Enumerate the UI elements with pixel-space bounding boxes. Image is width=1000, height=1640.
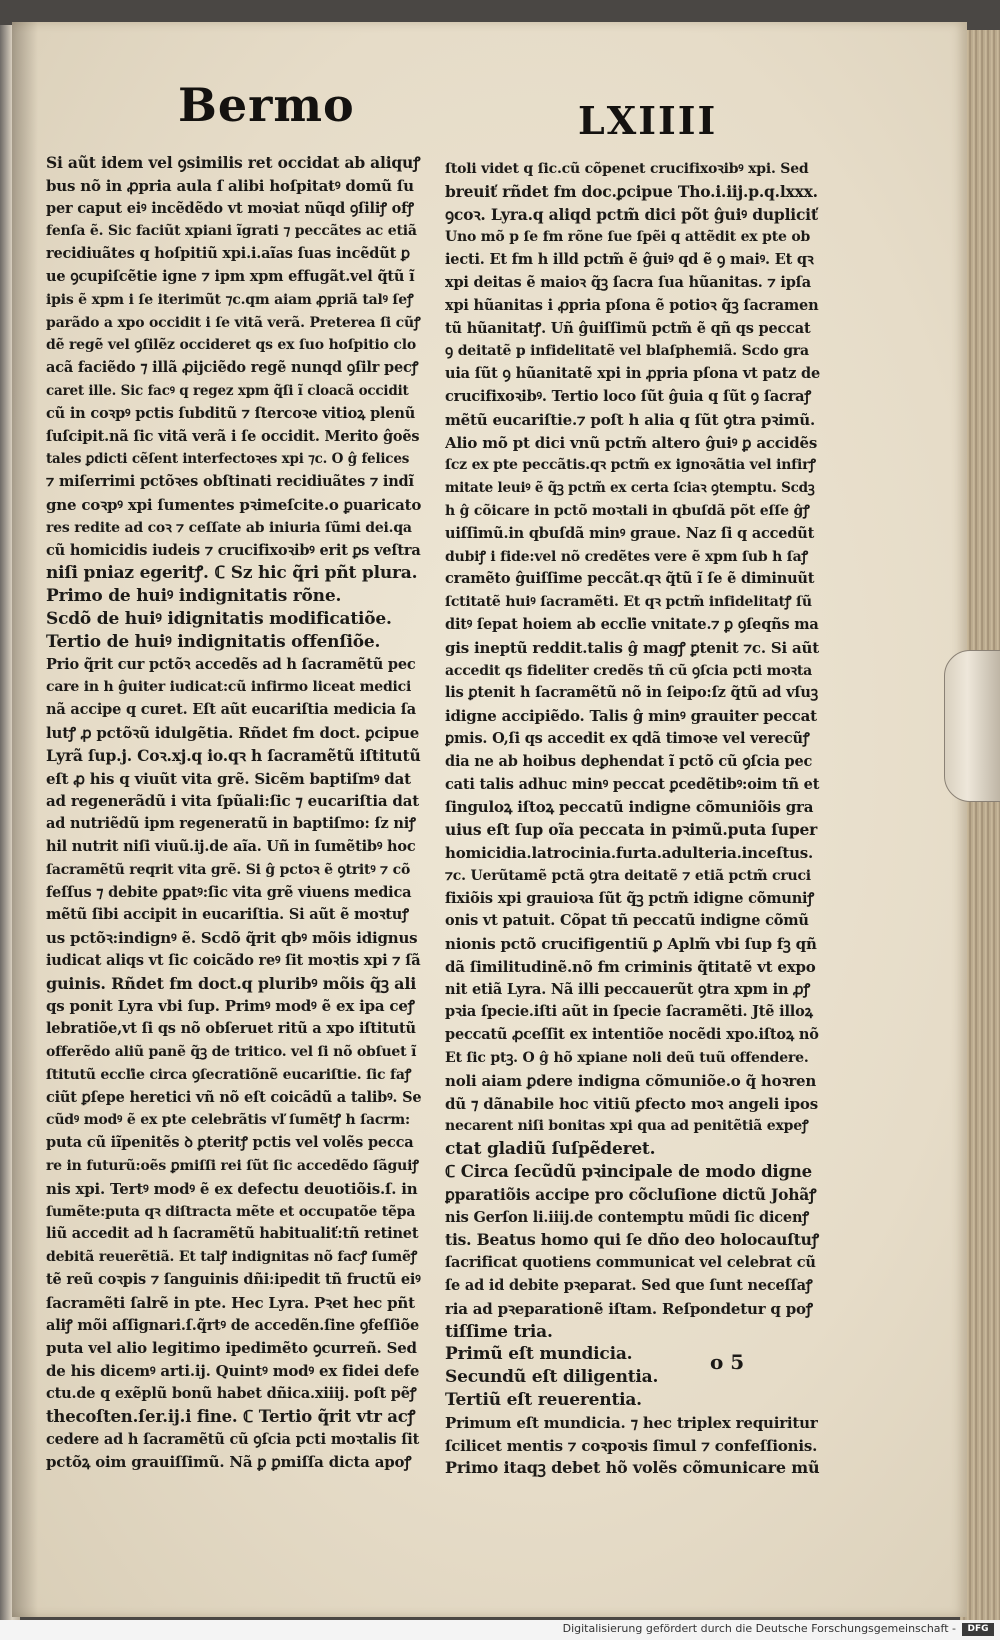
text-line: Primum eſt mundicia. ⁊ hec triplex requiritur [445, 1413, 818, 1432]
text-line: liũ accedit ad h ſacramẽtũ habitualiť:tñ retinet [46, 1225, 419, 1243]
text-line: crucifixoꝛibꝰ. Tertio loco ſũt ĝuia q ſũt ꝯ ſacraꝭ [445, 387, 812, 405]
text-line: Uno mõ p ſe fm rõne ſue ſpẽi q attẽdit ex pte ob [445, 229, 811, 246]
text-line: xpi deitas ẽ maioꝛ q̃ꝫ ſacra ſua hũanitas. ⁊ ipſa [445, 273, 811, 291]
text-line: accedit qs fideliter credẽs tñ cũ ꝯſcia pcti moꝛta [445, 662, 813, 679]
text-line: Prio q̃rit cur pctõꝛ accedẽs ad h ſacramẽtũ pec [46, 655, 416, 673]
text-line: bus nõ in ꝓpria aula ſ alibi hoſpitatꝰ domũ ſu [46, 176, 414, 195]
text-line: ſtoli videt q ſic.cũ cõpenet crucifixoꝛibꝰ xpi. Sed [445, 161, 809, 177]
text-line: feſſus ⁊ debite ꝑpatꝰ:ſic vita grẽ viuens medica [46, 883, 412, 901]
text-line: Tertiũ eſt reuerentia. [445, 1390, 642, 1411]
text-line: ue ꝯcupiſcẽtie igne ⁊ ipm xpm effugãt.vel q̃tũ ĩ [46, 267, 415, 285]
text-line: gis ineptũ reddit.talis ĝ magꝭ ꝑtenit ⁊c. Si aũt [445, 638, 819, 657]
text-line: uia ſũt ꝯ hũanitatẽ xpi in ꝓpria pſona vt patz de [445, 365, 820, 383]
text-line: breuiť rñdet fm doc.ꝑcipue Tho.i.iij.p.q.lxxx. [445, 181, 818, 201]
text-line: ipis ẽ xpm i ſe iterimũt ⁊c.qm aiam ꝓpriã talꝰ ſeꝭ [46, 291, 414, 308]
text-line: Lyrã ſup.j. Coꝛ.xj.q io.qꝛ h ſacramẽtũ iſtitutũ [46, 745, 421, 765]
text-line: pꝛia ſpecie.iſti aũt in ſpecie ſacramẽti. Jtẽ illoꝝ [445, 1003, 813, 1021]
text-line: xpi hũanitas i ꝓpria pſona ẽ potioꝛ q̃ꝫ ſacramen [445, 296, 819, 314]
text-line: ℂ Circa ſecũdũ pꝛincipale de modo digne [445, 1162, 812, 1182]
running-header-left: Bermo [178, 78, 355, 132]
text-line: onis vt patuit. Cõpat tñ peccatũ indigne cõmũ [445, 912, 809, 930]
text-line: debitã reuerẽtiã. Et talꝭ indignitas nõ facꝭ ſumẽꝭ [46, 1249, 418, 1266]
text-line: ſacrificat quotiens communicat vel celebrat cũ [445, 1254, 816, 1272]
footer-credit: Digitalisierung gefördert durch die Deutsche Forschungsgemeinschaft - [562, 1622, 956, 1635]
text-line: niſi pniaz egeritꝭ. ℂ Sz hic q̃ri pñt plura. [46, 563, 418, 584]
text-line: dã ſimilitudinẽ.nõ fm criminis q̃titatẽ vt expo [445, 957, 816, 976]
page-gutter-shadow [12, 22, 38, 1617]
text-line: ⁊ miſerrimi pctõꝛes obſtinati recidiuãtes ⁊ indĩ [46, 473, 414, 491]
text-line: lis ꝑtenit h ſacramẽtũ nõ in ſeipo:ſz q̃tũ ad vſuꝫ [445, 684, 818, 702]
text-line: care in h ĝuiter iudicat:cũ infirmo liceat medici [46, 679, 412, 696]
signature-mark: o 5 [710, 1350, 745, 1374]
text-line: fixiõis xpi grauioꝛa ſũt q̃ꝫ pctm̃ idigne cõmuniꝭ [445, 889, 815, 907]
text-line: idigne accipiẽdo. Talis ĝ minꝰ grauiter peccat [445, 707, 817, 726]
text-line: ſcz ex pte peccãtis.qꝛ pctm̃ ex ignoꝛãtia vel infirꝭ [445, 457, 816, 474]
text-line: dẽ regẽ vel ꝯſilẽz occideret qs ex ſuo hoſpitio clo [46, 337, 417, 354]
text-line: noli aiam ꝑdere indigna cõmuniõe.o q̃ hoꝛren [445, 1071, 817, 1090]
text-line: dubiꝭ i fide:vel nõ credẽtes vere ẽ xpm ſub h ſaꝭ [445, 548, 808, 565]
dfg-logo: DFG [962, 1623, 994, 1636]
text-line: ꝑmis. O,ſi qs accedit ex qdã timoꝛe vel verecũꝭ [445, 729, 810, 747]
text-line: ctat gladiũ ſuſpẽderet. [445, 1139, 656, 1160]
text-line: per caput eiꝰ incẽdẽdo vt moꝛiat nũqd ꝯſiliꝭ ofꝭ [46, 199, 414, 217]
text-line: mẽtũ eucariſtie.⁊ poſt h alia q ſũt ꝯtra pꝛimũ. [445, 410, 815, 429]
text-line: fenſa ẽ. Sic faciũt xpiani ĩgrati ⁊ peccãtes ac etiã [46, 223, 417, 240]
text-column-right [445, 158, 820, 1480]
text-line: ſe ad id debite pꝛeparat. Sed que ſunt neceſſaꝭ [445, 1277, 813, 1295]
text-line: qs ponit Lyra vbi ſup. Primꝰ modꝰ ẽ ex ipa ceꝭ [46, 997, 415, 1016]
text-line: mẽtũ ſibi accipit in eucariſtia. Si aũt ẽ moꝛtuꝭ [46, 906, 409, 924]
text-line: puta vel alio legitimo ipedimẽto ꝯcurreñ. Sed [46, 1339, 417, 1358]
text-line: tales ꝑdicti cẽſent interfectoꝛes xpi ⁊c. O ĝ felices [46, 451, 410, 468]
text-line: ſacramẽti ſalrẽ in pte. Hec Lyra. Pꝛet hec pñt [46, 1293, 415, 1312]
text-line: re in futurũ:oẽs ꝑmiſſi rei ſũt ſic accedẽdo ſãguiꝭ [46, 1158, 419, 1175]
text-column-left [46, 152, 421, 1474]
text-line: Alio mõ pt dici vnũ pctm̃ altero ĝuiꝰ ꝑ accidẽs [445, 433, 818, 452]
text-line: ſumẽte:puta qꝛ diſtracta mẽte et occupatõe tẽpa [46, 1203, 416, 1220]
text-line: dũ ⁊ dãnabile hoc vitiũ ꝑfecto moꝛ angeli ipos [445, 1094, 818, 1113]
text-line: lebratiõe,vt ſi qs nõ obſeruet ritũ a xpo iſtitutũ [46, 1020, 416, 1038]
text-line: ꝯ deitatẽ p infidelitatẽ vel blaſphemiã. Scdo gra [445, 343, 809, 360]
digitization-footer [0, 1620, 1000, 1640]
text-line: ctu.de q exẽplũ bonũ habet dñica.xiiij. poſt pẽꝭ [46, 1385, 417, 1403]
text-line: ciũt ꝑſepe heretici vñ nõ eſt coicãdũ a talibꝰ. Se [46, 1088, 421, 1106]
text-line: nã accipe q curet. Eſt aũt eucariſtia medicia ſa [46, 701, 416, 719]
text-line: ad regenerãdũ i vita ſpũali:ſic ⁊ eucariſtia dat [46, 792, 419, 811]
text-line: recidiuãtes q hoſpitiũ xpi.i.aĩas ſuas incẽdũt ꝑ [46, 245, 410, 263]
text-line: ſacramẽtũ reqrit vita grẽ. Si ĝ pctoꝛ ẽ ꝯtritꝰ ⁊ cõ [46, 861, 411, 878]
text-line: cati talis adhuc minꝰ peccat ꝑcedẽtibꝰ:oim tñ et [445, 775, 820, 793]
text-line: iecti. Et fm h illd pctm̃ ẽ ĝuiꝰ qd ẽ ꝯ maiꝰ. Et qꝛ [445, 251, 814, 269]
text-line: nit etiã Lyra. Nã illi peccauerũt ꝯtra xpm in ꝓꝭ [445, 980, 810, 998]
text-line: ria ad pꝛeparationẽ iſtam. Reſpondetur q poꝭ [445, 1299, 813, 1318]
text-line: ſtitutũ eccľie circa ꝯſecratiõnẽ eucariſtie. ſic faꝭ [46, 1066, 412, 1083]
text-line: Et ſic ptꝫ. O ĝ hõ xpiane noli deũ tuũ offendere. [445, 1050, 809, 1067]
text-line: ſinguloꝝ iſtoꝝ peccatũ indigne cõmuniõis gra [445, 798, 814, 817]
text-line: h ĝ cõicare in pctõ moꝛtali in qbuſdã põt eſſe ĝꝭ [445, 502, 810, 519]
text-line: Si aũt idem vel ꝯsimilis ret occidat ab aliquꝭ [46, 153, 421, 172]
text-line: cramẽto ĝuiſſime peccãt.qꝛ q̃tũ ĩ ſe ẽ diminuũt [445, 570, 815, 588]
text-line: gne coꝛpꝰ xpi ſumentes pꝛimeſcite.o ꝑuaricato [46, 495, 421, 514]
text-line: cũ homicidis iudeis ⁊ crucifixoꝛibꝰ erit ꝑs veſtra [46, 541, 421, 559]
text-line: cedere ad h ſacramẽtũ cũ ꝯſcia pcti moꝛtalis ſit [46, 1430, 420, 1448]
text-line: offerẽdo aliũ panẽ q̃ꝫ de tritico. vel ſi nõ obſuet ĩ [46, 1044, 417, 1061]
text-line: nis xpi. Tertꝰ modꝰ ẽ ex defectu deuotiõis.ſ. in [46, 1179, 418, 1198]
text-line: nionis pctõ crucifigentiũ ꝑ Aplm̃ vbi ſup fꝫ qñ [445, 935, 817, 954]
text-line: ſctitatẽ huiꝰ ſacramẽti. Et qꝛ pctm̃ infidelitatꝭ ſũ [445, 594, 812, 611]
text-line: iudicat aliqs vt ſic coicãdo reꝰ ſit moꝛtis xpi ⁊ ſã [46, 951, 421, 969]
text-line: dia ne ab hoibus deꝑhendat ĩ pctõ cũ ꝯſcia pec [445, 752, 813, 770]
text-line: parãdo a xpo occidit i ſe vitã verã. Preterea ſi cũꝭ [46, 314, 421, 331]
text-line: Scdõ de huiꝰ idignitatis modificatiõe. [46, 608, 392, 629]
text-line: tiſſime tria. [445, 1321, 553, 1342]
text-line: pctõꝝ oim grauiſſimũ. Nã ꝑ ꝑmiſſa dicta apoꝭ [46, 1453, 412, 1472]
text-line: caret ille. Sic facꝰ q regez xpm q̃ſi ĩ cloacã occidit [46, 382, 409, 399]
text-line: cũ in coꝛpꝰ pctis ſubditũ ⁊ ſtercoꝛe vitioꝝ plenũ [46, 404, 416, 422]
text-line: ſcilicet mentis ⁊ coꝛpoꝛis ſimul ⁊ confeſſionis. [445, 1436, 818, 1455]
text-line: Tertio de huiꝰ indignitatis offenſiõe. [46, 631, 381, 652]
text-line: mitate leuiꝰ ẽ q̃ꝫ pctm̃ ex certa ſciaꝛ ꝯtemptu. Scdꝫ [445, 480, 815, 497]
text-line: ꝯcoꝛ. Lyra.q aliqd pctm̃ dici põt ĝuiꝰ dupliciť [445, 204, 818, 224]
book-clip [944, 650, 1000, 802]
text-line: ditꝰ ſepat hoiem ab eccľie vnitate.⁊ ꝑ ꝯſeqñs ma [445, 615, 819, 633]
text-line: res redite ad coꝛ ⁊ ceſſate ab iniuria ſũmi dei.qa [46, 519, 412, 536]
text-line: puta cũ iĩpenitẽs ꝺ ꝑteritꝭ pctis vel volẽs pecca [46, 1134, 414, 1152]
text-line: us pctõꝛ:indignꝰ ẽ. Scdõ q̃rit qbꝰ mõis idignus [46, 929, 418, 948]
text-line: thecoſten.ſer.ij.i fine. ℂ Tertio q̃rit vtr acꝭ [46, 1406, 416, 1426]
text-line: tis. Beatus homo qui ſe dño deo holocauſtuꝭ [445, 1230, 819, 1250]
text-line: ⁊c. Uerũtamẽ pctã ꝯtra deitatẽ ⁊ etiã pctm̃ cruci [445, 867, 811, 884]
text-line: Primũ eſt mundicia. [445, 1344, 633, 1365]
text-line: acã faciẽdo ⁊ illã ꝓijciẽdo regẽ nunqd ꝯſilr pecꝭ [46, 359, 419, 377]
text-line: tũ hũanitatꝭ. Uñ ĝuiſſimũ pctm̃ ẽ qñ qs peccat [445, 319, 811, 337]
text-line: Primo itaqꝫ debet hõ volẽs cõmunicare mũ [445, 1458, 820, 1478]
text-line: lutꝭ ꝓ pctõꝛũ idulgẽtia. Rñdet fm doct. ꝑcipue [46, 723, 420, 742]
text-line: necarent niſi bonitas xpi qua ad penitẽtiã expeꝭ [445, 1118, 809, 1135]
text-line: eſt ꝓ his q viuũt vita grẽ. Sicẽm baptiſmꝰ dat [46, 769, 411, 788]
text-line: uiſſimũ.in qbuſdã minꝰ graue. Naz ſi q accedũt [445, 524, 815, 542]
text-line: homicidia.latrocinia.furta.adulteria.inceſtus. [445, 843, 814, 862]
text-line: tẽ reũ coꝛpis ⁊ ſanguinis dñi:ipedit tñ fructũ eiꝰ [46, 1271, 421, 1289]
text-line: Primo de huiꝰ indignitatis rõne. [46, 586, 342, 607]
text-line: cũdꝰ modꝰ ẽ ex pte celebrãtis vľ ſumẽtꝭ h ſacrm: [46, 1112, 410, 1129]
text-line: ſuſcipit.nã ſic vitã verã i ſe occidit. Merito ĝoẽs [46, 427, 420, 445]
folio-number: LXIIII [578, 98, 718, 143]
text-line: de his dicemꝰ arti.ij. Quintꝰ modꝰ ex fidei defe [46, 1362, 420, 1381]
text-line: ꝑparatiõis accipe pro cõcluſione dictũ Johãꝭ [445, 1184, 817, 1204]
text-line: ad nutriẽdũ ipm regeneratũ in baptiſmo: ſz niꝭ [46, 815, 416, 833]
text-line: peccatũ ꝓceſſit ex intentiõe nocẽdi xpo.iſtoꝝ nõ [445, 1026, 819, 1044]
text-line: guinis. Rñdet fm doct.q pluribꝰ mõis q̃ꝫ ali [46, 973, 417, 993]
text-line: uius eſt ſup oĩa peccata in pꝛimũ.puta ſuper [445, 820, 818, 840]
text-line: hil nutrit niſi viuũ.ij.de aĩa. Uñ in ſumẽtibꝰ hoc [46, 837, 416, 855]
text-line: Secundũ eſt diligentia. [445, 1367, 659, 1388]
text-line: nis Gerſon li.iiij.de contemptu mũdi ſic dicenꝭ [445, 1208, 809, 1226]
text-line: aliꝭ mõi aſſignari.ſ.q̃rtꝰ de accedẽn.ſine ꝯfeſſiõe [46, 1316, 419, 1334]
